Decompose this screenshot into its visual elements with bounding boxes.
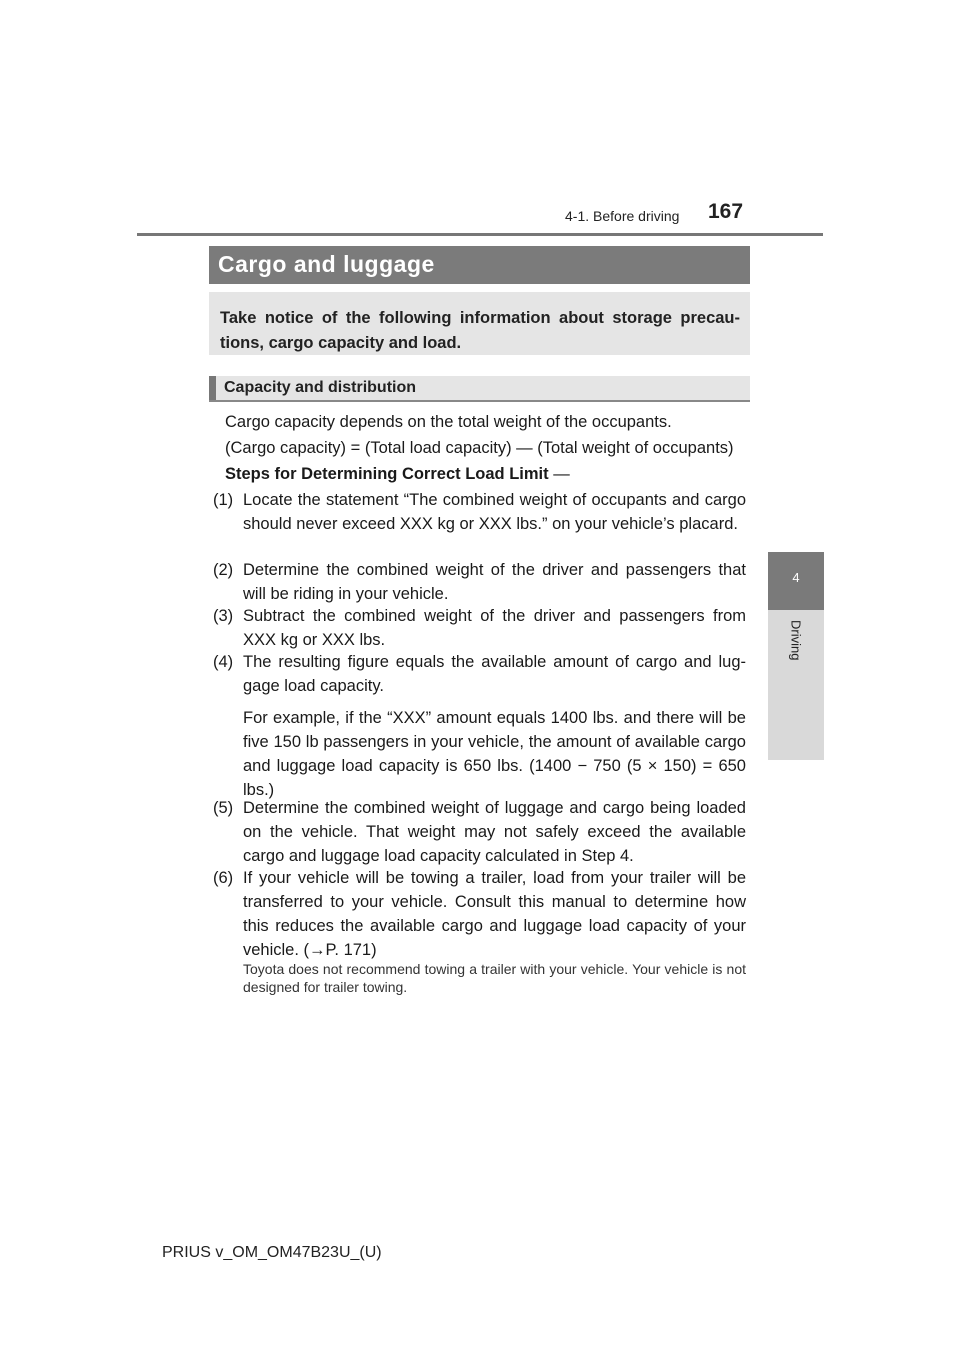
- step-text: The resulting figure equals the available amount of cargo and lug-gage load capacity.: [243, 653, 746, 695]
- section-title: Cargo and luggage: [218, 251, 435, 277]
- chapter-label: Driving: [788, 620, 804, 661]
- step-number: (2): [213, 561, 234, 579]
- towing-note: [213, 960, 746, 1000]
- list-item: [213, 650, 746, 698]
- step-number: (4): [213, 653, 234, 671]
- subheading-underline: [209, 400, 750, 402]
- header-section-title: 4-1. Before driving: [565, 208, 680, 224]
- subheading-marker: [209, 376, 216, 401]
- step-text: Subtract the combined weight of the driver and passengers from XXX kg or XXX lbs.: [243, 607, 746, 649]
- step-text: If your vehicle will be towing a trailer, load from your trailer will be transferred to your vehicle. Consult this manual to determine how this reduces the available cargo and luggage load capacity of your vehicle. (→P. 171): [243, 869, 746, 959]
- section-title-bar: [209, 246, 750, 284]
- list-item: [213, 796, 746, 868]
- page-number: 167: [708, 200, 744, 223]
- step-example: [213, 706, 746, 802]
- paragraph-formula: (Cargo capacity) = (Total load capacity) — (Total weight of occupants): [225, 439, 734, 457]
- intro-text: Take notice of the following information about storage precau-tions, cargo capacity and load.: [220, 309, 740, 352]
- list-item: [213, 558, 746, 606]
- header-rule: [137, 233, 823, 236]
- footer-manual-code: PRIUS v_OM_OM47B23U_(U): [162, 1244, 382, 1261]
- steps-heading-dash: —: [553, 465, 570, 483]
- list-item: [213, 604, 746, 652]
- step-text: Determine the combined weight of the driver and passengers that will be riding in your vehicle.: [243, 561, 746, 603]
- steps-heading: [225, 462, 745, 486]
- steps-heading-text: Steps for Determining Correct Load Limit: [225, 465, 549, 483]
- step-number: (6): [213, 869, 234, 887]
- subheading-bar: [209, 376, 750, 401]
- subheading: Capacity and distribution: [224, 379, 417, 396]
- chapter-label-wrap: [768, 610, 824, 760]
- step-text: Determine the combined weight of luggage and cargo being loaded on the vehicle. That weight may not safely exceed the available cargo and luggage load capacity calculated in Step 4.: [243, 799, 746, 865]
- step-example-text: For example, if the “XXX” amount equals 1400 lbs. and there will be five 150 lb passengers in your vehicle, the amount of available cargo and luggage load capacity is 650 lbs. (1400 − 750 (5 × 150) = 650 lbs.): [243, 709, 746, 799]
- step-number: (5): [213, 799, 234, 817]
- step-number: (3): [213, 607, 234, 625]
- step-text: Locate the statement “The combined weight of occupants and cargo should never exceed XXX kg or XXX lbs.” on your vehicle’s placard.: [243, 491, 746, 533]
- paragraph-cargo-capacity: Cargo capacity depends on the total weight of the occupants.: [225, 413, 672, 431]
- chapter-number: 4: [792, 570, 800, 585]
- step-number: (1): [213, 491, 234, 509]
- towing-note-text: Toyota does not recommend towing a trailer with your vehicle. Your vehicle is not designed for trailer towing.: [243, 961, 746, 995]
- list-item: [213, 866, 746, 962]
- list-item: [213, 488, 746, 560]
- intro-box: [209, 292, 750, 355]
